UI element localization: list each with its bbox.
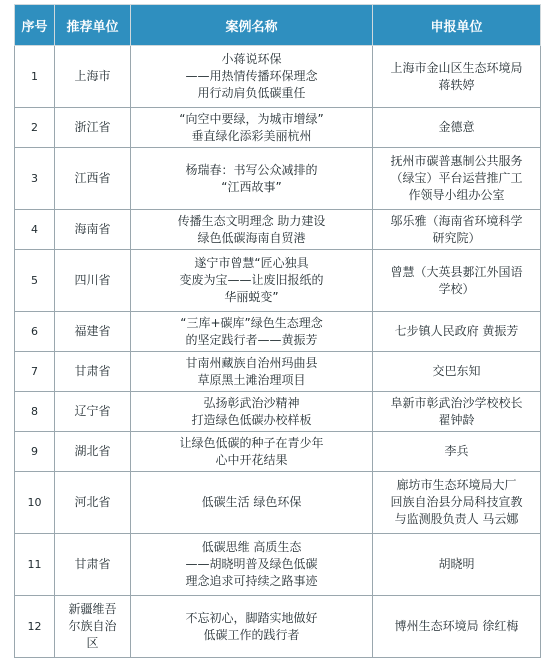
row-applicant: 阜新市彰武治沙学校校长 翟钟龄	[373, 392, 541, 432]
header-case: 案例名称	[131, 5, 373, 46]
row-case: 低碳生活 绿色环保	[131, 472, 373, 534]
row-applicant: 博州生态环境局 徐红梅	[373, 596, 541, 658]
row-case: 不忘初心，脚踏实地做好 低碳工作的践行者	[131, 596, 373, 658]
row-unit: 福建省	[55, 312, 131, 352]
row-unit: 浙江省	[55, 108, 131, 148]
row-unit: 辽宁省	[55, 392, 131, 432]
row-number: 8	[15, 392, 55, 432]
row-unit: 四川省	[55, 250, 131, 312]
table-row	[15, 534, 541, 596]
table-row	[15, 250, 541, 312]
row-number: 9	[15, 432, 55, 472]
table-row	[15, 352, 541, 392]
row-case: 杨瑞春：书写公众减排的 “江西故事”	[131, 148, 373, 210]
row-unit: 湖北省	[55, 432, 131, 472]
row-case: 弘扬彰武治沙精神 打造绿色低碳办校样板	[131, 392, 373, 432]
row-number: 10	[15, 472, 55, 534]
header-unit: 推荐单位	[55, 5, 131, 46]
header-no: 序号	[15, 5, 55, 46]
row-case: “向空中要绿，为城市增绿” 垂直绿化添彩美丽杭州	[131, 108, 373, 148]
table-row	[15, 392, 541, 432]
row-case: 传播生态文明理念 助力建设 绿色低碳海南自贸港	[131, 210, 373, 250]
row-case: 小蒋说环保 ——用热情传播环保理念 用行动肩负低碳重任	[131, 46, 373, 108]
row-unit: 甘肃省	[55, 352, 131, 392]
row-number: 1	[15, 46, 55, 108]
table-row	[15, 148, 541, 210]
row-number: 5	[15, 250, 55, 312]
table-row	[15, 108, 541, 148]
row-applicant: 李兵	[373, 432, 541, 472]
row-case: 让绿色低碳的种子在青少年 心中开花结果	[131, 432, 373, 472]
table-row	[15, 596, 541, 658]
row-applicant: 抚州市碳普惠制公共服务 （绿宝）平台运营推广工 作领导小组办公室	[373, 148, 541, 210]
row-number: 7	[15, 352, 55, 392]
row-number: 4	[15, 210, 55, 250]
header-applicant: 申报单位	[373, 5, 541, 46]
row-applicant: 七步镇人民政府 黄振芳	[373, 312, 541, 352]
row-case: 遂宁市曾慧“匠心独具 变废为宝——让废旧报纸的 华丽蜕变”	[131, 250, 373, 312]
row-applicant: 邬乐雅（海南省环境科学 研究院）	[373, 210, 541, 250]
row-case: 低碳思维 高质生态 ——胡晓明普及绿色低碳 理念追求可持续之路事迹	[131, 534, 373, 596]
case-table-wrapper	[14, 4, 540, 658]
table-row	[15, 432, 541, 472]
row-number: 12	[15, 596, 55, 658]
row-applicant: 金德意	[373, 108, 541, 148]
table-header-row	[15, 5, 541, 46]
table-row	[15, 312, 541, 352]
case-table	[14, 4, 541, 658]
row-unit: 新疆维吾 尔族自治 区	[55, 596, 131, 658]
row-applicant: 胡晓明	[373, 534, 541, 596]
row-unit: 江西省	[55, 148, 131, 210]
row-unit: 河北省	[55, 472, 131, 534]
table-row	[15, 210, 541, 250]
row-case: 甘南州藏族自治州玛曲县 草原黑土滩治理项目	[131, 352, 373, 392]
row-case: “三库+碳库”绿色生态理念 的坚定践行者——黄振芳	[131, 312, 373, 352]
row-applicant: 廊坊市生态环境局大厂 回族自治县分局科技宣教 与监测股负责人 马云娜	[373, 472, 541, 534]
row-unit: 上海市	[55, 46, 131, 108]
row-applicant: 曾慧（大英县郪江外国语 学校）	[373, 250, 541, 312]
row-unit: 甘肃省	[55, 534, 131, 596]
row-unit: 海南省	[55, 210, 131, 250]
table-row	[15, 46, 541, 108]
row-applicant: 交巴东知	[373, 352, 541, 392]
row-applicant: 上海市金山区生态环境局 蒋轶婷	[373, 46, 541, 108]
table-row	[15, 472, 541, 534]
row-number: 6	[15, 312, 55, 352]
row-number: 3	[15, 148, 55, 210]
row-number: 11	[15, 534, 55, 596]
row-number: 2	[15, 108, 55, 148]
